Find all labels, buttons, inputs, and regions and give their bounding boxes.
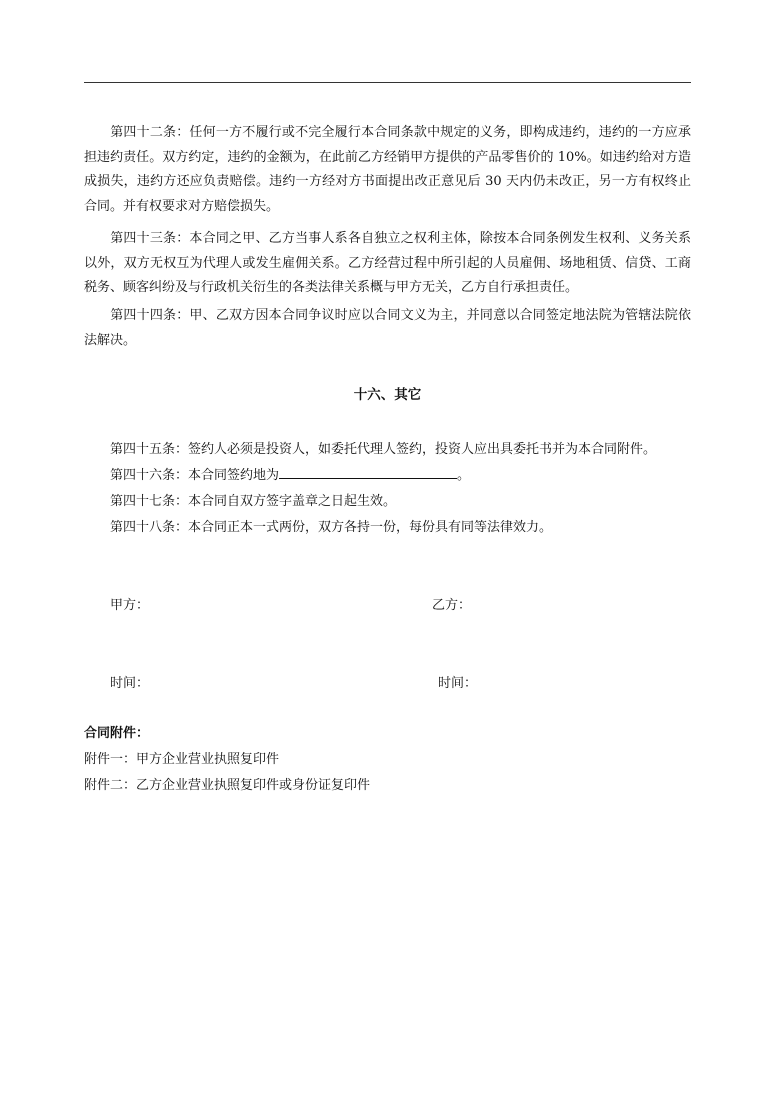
party-b-label: 乙方： bbox=[432, 598, 472, 613]
header-rule bbox=[84, 82, 691, 83]
section-title: 十六、其它 bbox=[353, 387, 422, 403]
article-42: 第四十二条：任何一方不履行或不完全履行本合同条款中规定的义务，即构成违约，违约的一方应承担违约责任。双方约定，违约的金额为，在此前乙方经销甲方提供的产品零售价的 10%。如违约给对方造成损失，违约方还应负责赔偿。违约一方经对方书面提出改正意见后 30 天内仍未改正，另一方有权终止合同。并有权要求对方赔偿损失。 bbox=[84, 125, 691, 214]
attachment-item: 附件一：甲方企业营业执照复印件 bbox=[84, 752, 280, 767]
article-44: 第四十四条：甲、乙双方因本合同争议时应以合同文义为主，并同意以合同签定地法院为管辖法院依法解决。 bbox=[84, 308, 691, 348]
article-47: 第四十七条：本合同自双方签字盖章之日起生效。 bbox=[110, 494, 397, 509]
time-a-label: 时间： bbox=[110, 676, 150, 691]
party-a-label: 甲方： bbox=[110, 598, 150, 613]
signing-place-blank bbox=[279, 465, 457, 479]
time-b-label: 时间： bbox=[438, 676, 478, 691]
attachments-title: 合同附件： bbox=[84, 726, 150, 741]
article-43: 第四十三条：本合同之甲、乙方当事人系各自独立之权利主体，除按本合同条例发生权利、义务关系以外，双方无权互为代理人或发生雇佣关系。乙方经营过程中所引起的人员雇佣、场地租赁、信贷、工商税务、顾客纠纷及与行政机关衍生的各类法律关系概与甲方无关，乙方自行承担责任。 bbox=[84, 231, 691, 295]
article-46: 第四十六条：本合同签约地为 。 bbox=[110, 464, 470, 483]
article-48: 第四十八条：本合同正本一式两份，双方各持一份，每份具有同等法律效力。 bbox=[110, 520, 553, 535]
article-45: 第四十五条：签约人必须是投资人，如委托代理人签约，投资人应出具委托书并为本合同附件。 bbox=[110, 442, 657, 457]
attachment-item: 附件二：乙方企业营业执照复印件或身份证复印件 bbox=[84, 778, 371, 793]
